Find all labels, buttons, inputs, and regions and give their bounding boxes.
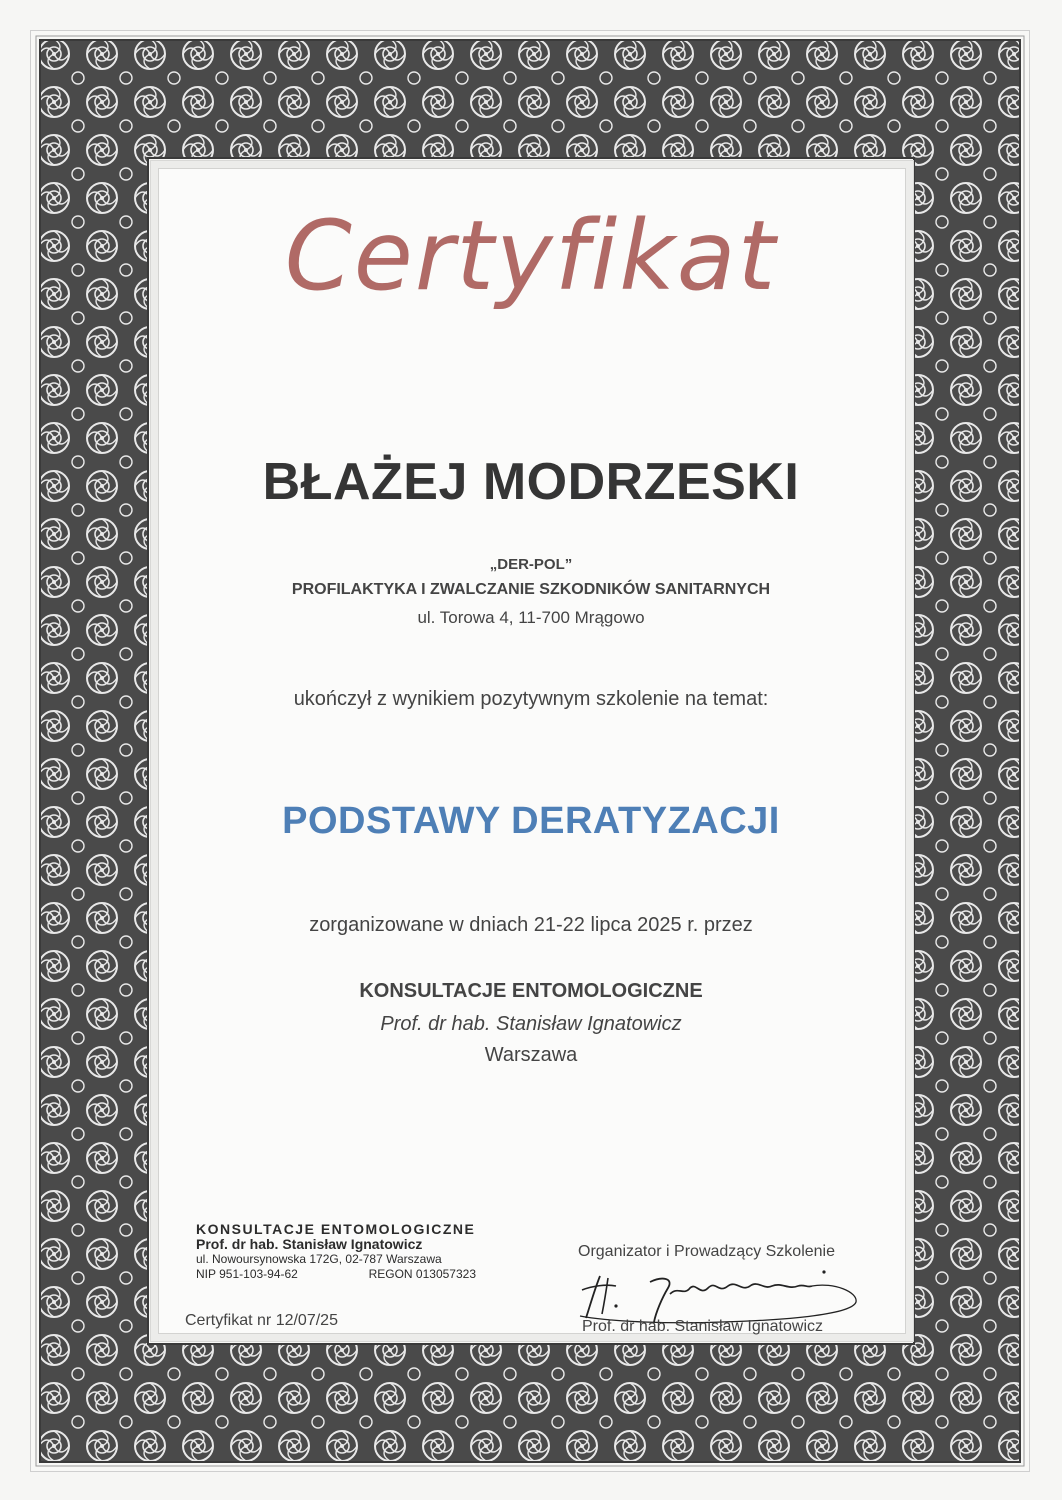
stamp-nip: NIP 951-103-94-62 xyxy=(196,1267,298,1281)
stamp-line-2: Prof. dr hab. Stanisław Ignatowicz xyxy=(196,1236,423,1252)
organizer-stamp xyxy=(196,1222,486,1282)
organizer-name: KONSULTACJE ENTOMOLOGICZNE xyxy=(359,980,703,1002)
stamp-regon: REGON 013057323 xyxy=(368,1267,476,1281)
signature-label: Organizator i Prowadzący Szkolenie xyxy=(578,1243,836,1260)
signer-name: Prof. dr hab. Stanisław Ignatowicz xyxy=(582,1318,824,1335)
content-panel xyxy=(150,160,914,1342)
organizer-person: Prof. dr hab. Stanisław Ignatowicz xyxy=(380,1013,682,1035)
intro-text: ukończył z wynikiem pozytywnym szkolenie na temat: xyxy=(293,688,769,710)
organizer-city: Warszawa xyxy=(484,1044,578,1066)
stamp-line-3: ul. Nowoursynowska 172G, 02-787 Warszawa xyxy=(196,1252,442,1266)
recipient-name: BŁAŻEJ MODRZESKI xyxy=(262,453,800,511)
company-name: „DER-POL” xyxy=(489,556,573,573)
stamp-line-1: KONSULTACJE ENTOMOLOGICZNE xyxy=(196,1221,476,1237)
certificate-title: Certyfikat xyxy=(284,200,778,312)
dates-text: zorganizowane w dniach 21-22 lipca 2025 r. przez xyxy=(309,914,753,936)
company-description: PROFILAKTYKA I ZWALCZANIE SZKODNIKÓW SANITARNYCH xyxy=(291,581,771,598)
certificate-number: Certyfikat nr 12/07/25 xyxy=(185,1312,338,1329)
course-title: PODSTAWY DERATYZACJI xyxy=(282,800,780,842)
stamp-line-4 xyxy=(196,1267,476,1282)
company-address: ul. Torowa 4, 11-700 Mrągowo xyxy=(417,608,645,627)
